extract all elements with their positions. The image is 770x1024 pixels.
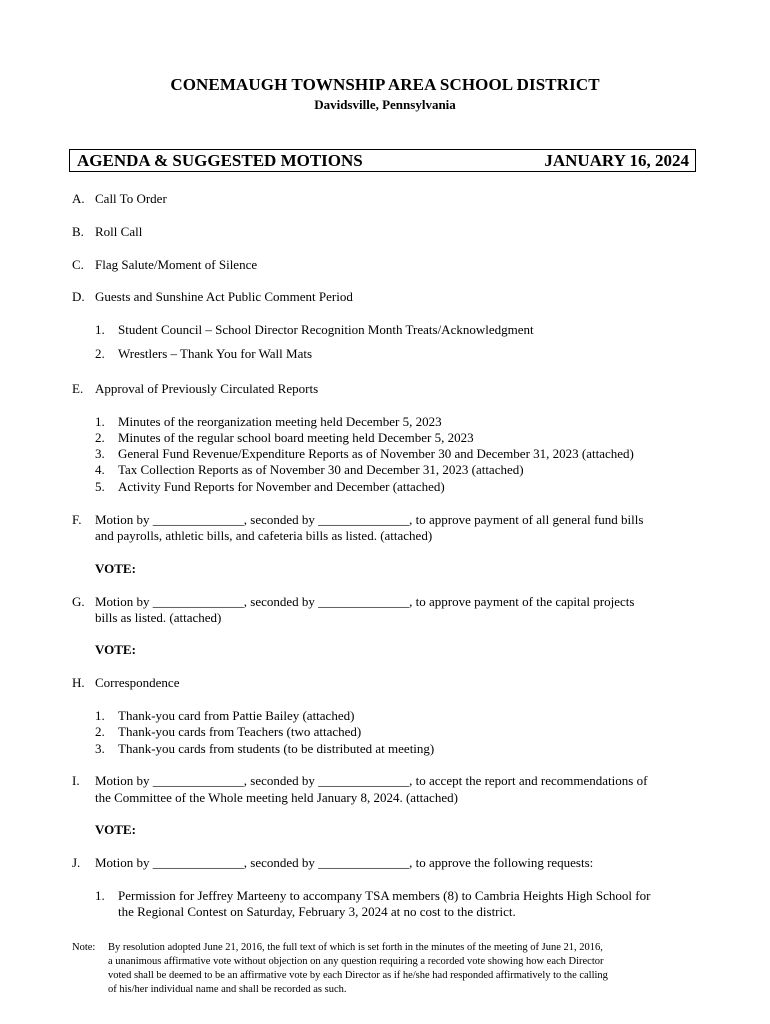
list-number: 2.: [95, 346, 105, 361]
vote-label: VOTE:: [95, 561, 136, 576]
list-text: Minutes of the regular school board meeting held December 5, 2023: [118, 430, 474, 445]
item-label: B.: [72, 224, 84, 239]
vote-label: VOTE:: [95, 822, 136, 837]
list-number: 1.: [95, 414, 105, 429]
list-text: Student Council – School Director Recognition Month Treats/Acknowledgment: [118, 322, 534, 337]
list-number: 1.: [95, 322, 105, 337]
list-number: 1.: [95, 708, 105, 723]
district-location: Davidsville, Pennsylvania: [314, 97, 456, 112]
list-text: Thank-you card from Pattie Bailey (attached): [118, 708, 355, 723]
list-text: Tax Collection Reports as of November 30 and December 31, 2023 (attached): [118, 462, 524, 477]
list-number: 3.: [95, 741, 105, 756]
district-title: CONEMAUGH TOWNSHIP AREA SCHOOL DISTRICT: [170, 75, 600, 94]
item-text: Call To Order: [95, 191, 167, 206]
list-text: Activity Fund Reports for November and December (attached): [118, 479, 445, 494]
item-label: J.: [72, 855, 81, 870]
item-text: Roll Call: [95, 224, 143, 239]
list-text: the Regional Contest on Saturday, February 3, 2024 at no cost to the district.: [118, 904, 516, 919]
item-label: F.: [72, 512, 82, 527]
list-number: 3.: [95, 446, 105, 461]
note-line: a unanimous affirmative vote without objection on any question requiring a recorded vote showing how each Director: [108, 956, 604, 967]
list-text: Wrestlers – Thank You for Wall Mats: [118, 346, 313, 361]
item-label: D.: [72, 289, 85, 304]
motion-text: bills as listed. (attached): [95, 610, 222, 625]
meeting-date: JANUARY 16, 2024: [544, 151, 689, 170]
item-label: G.: [72, 594, 85, 609]
list-text: Minutes of the reorganization meeting held December 5, 2023: [118, 414, 442, 429]
vote-label: VOTE:: [95, 642, 136, 657]
item-text: Guests and Sunshine Act Public Comment Period: [95, 289, 353, 304]
item-label: A.: [72, 191, 85, 206]
motion-text: Motion by ______________, seconded by ______________, to approve the following requests:: [95, 855, 594, 870]
motion-text: and payrolls, athletic bills, and cafeteria bills as listed. (attached): [95, 528, 433, 543]
note-line: By resolution adopted June 21, 2016, the full text of which is set forth in the minutes of the meeting of June 21, 2016,: [108, 942, 603, 953]
item-label: C.: [72, 257, 84, 272]
list-text: Thank-you cards from Teachers (two attached): [118, 724, 362, 739]
note-line: of his/her individual name and shall be recorded as such.: [108, 984, 347, 995]
note-label: Note:: [72, 942, 96, 953]
list-text: General Fund Revenue/Expenditure Reports as of November 30 and December 31, 2023 (attached): [118, 446, 634, 461]
item-text: Approval of Previously Circulated Reports: [95, 381, 319, 396]
note-line: voted shall be deemed to be an affirmative vote by each Director as if he/she had responded affirmatively to the calling: [108, 970, 608, 981]
motion-text: Motion by ______________, seconded by ______________, to approve payment of all general fund bills: [95, 512, 644, 527]
list-text: Thank-you cards from students (to be distributed at meeting): [118, 741, 435, 756]
item-label: I.: [72, 773, 80, 788]
motion-text: the Committee of the Whole meeting held January 8, 2024. (attached): [95, 790, 458, 805]
agenda-heading: AGENDA & SUGGESTED MOTIONS: [77, 151, 363, 170]
motion-text: Motion by ______________, seconded by ______________, to approve payment of the capital projects: [95, 594, 635, 609]
item-label: H.: [72, 675, 85, 690]
motion-text: Motion by ______________, seconded by ______________, to accept the report and recommendations of: [95, 773, 648, 788]
list-number: 2.: [95, 724, 105, 739]
item-text: Correspondence: [95, 675, 180, 690]
list-text: Permission for Jeffrey Marteeny to accompany TSA members (8) to Cambria Heights High School for: [118, 888, 651, 903]
list-number: 1.: [95, 888, 105, 903]
item-text: Flag Salute/Moment of Silence: [95, 257, 258, 272]
agenda-banner: [69, 149, 696, 172]
list-number: 4.: [95, 462, 105, 477]
list-number: 5.: [95, 479, 105, 494]
item-label: E.: [72, 381, 84, 396]
list-number: 2.: [95, 430, 105, 445]
